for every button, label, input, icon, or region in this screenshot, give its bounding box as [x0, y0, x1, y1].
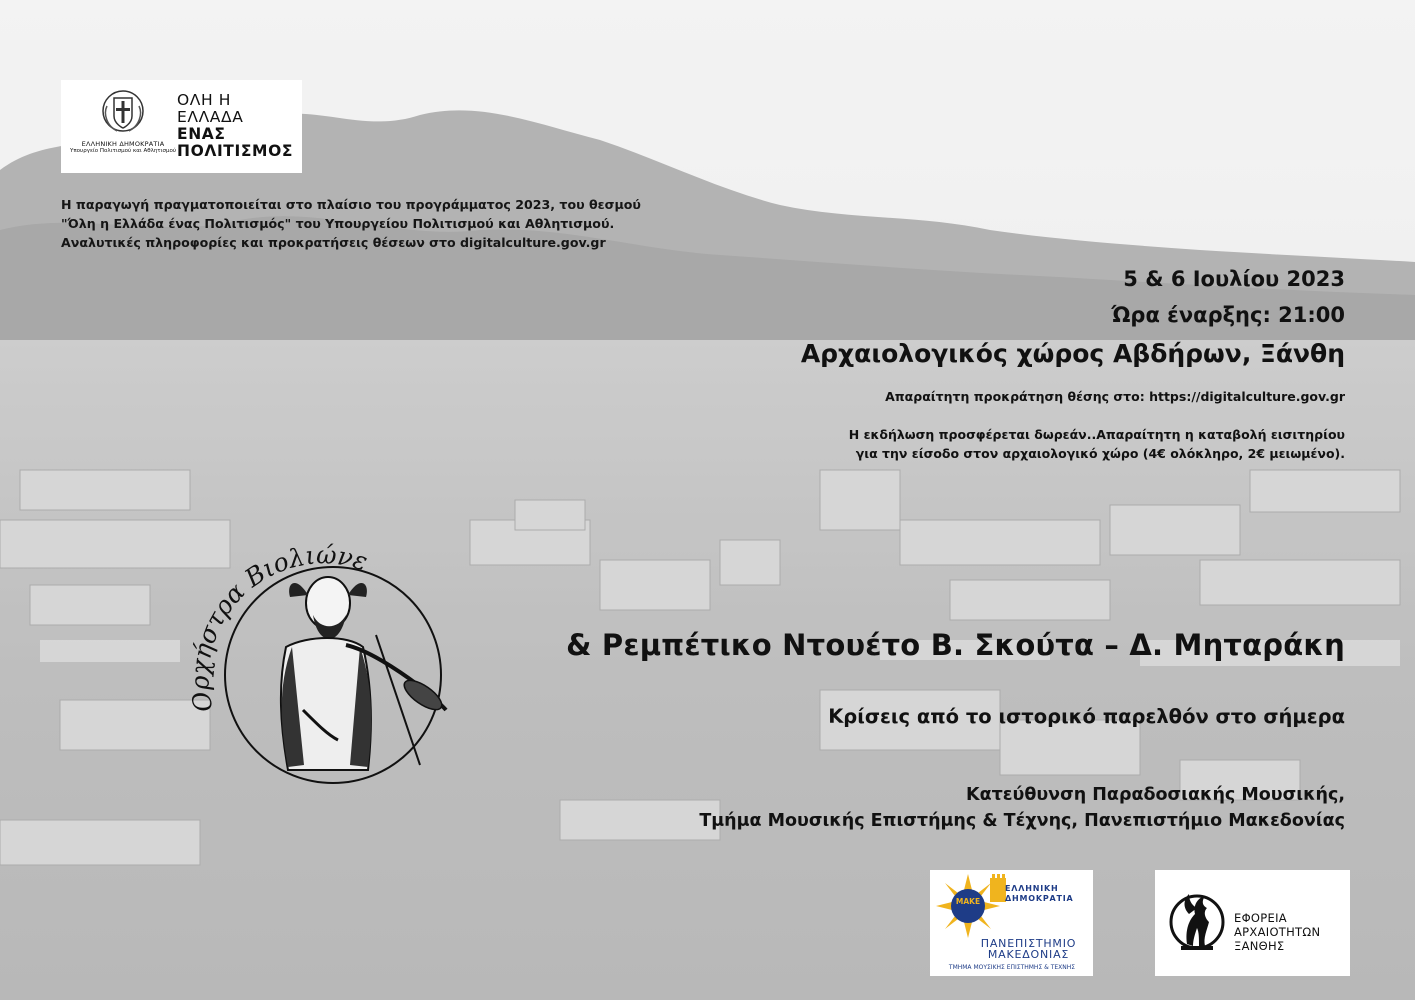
ephorate-of-antiquities-logo [1155, 870, 1350, 976]
admission-note-line: Η εκδήλωση προσφέρεται δωρεάν..Απαραίτητη η καταβολή εισιτηρίου [848, 427, 1345, 442]
ministry-campaign-logo [61, 80, 302, 173]
uom-name-line: ΜΑΚΕΔΟΝΙΑΣ [987, 948, 1070, 961]
affiliation-line: Κατεύθυνση Παραδοσιακής Μουσικής, [966, 785, 1345, 805]
intro-line: "Όλη η Ελλάδα ένας Πολιτισμός" του Υπουργείου Πολιτισμού και Αθλητισμού. [61, 216, 615, 231]
performance-affiliation [699, 782, 1345, 834]
campaign-line-3: ΕΝΑΣ [177, 125, 226, 143]
campaign-line-4: ΠΟΛΙΤΙΣΜΟΣ [177, 142, 294, 160]
event-date: 5 & 6 Ιουλίου 2023 [1123, 267, 1345, 291]
campaign-line-1: ΟΛΗ Η [177, 91, 232, 109]
ephorate-line: ΑΡΧΑΙΟΤΗΤΩΝ [1234, 925, 1321, 939]
campaign-wordmark [177, 92, 293, 160]
intro-line: Η παραγωγή πραγματοποιείται στο πλαίσιο του προγράμματος 2023, του θεσμού [61, 197, 641, 212]
uom-greek-rep-line: ΔΗΜΟΚΡΑΤΙΑ [1005, 894, 1074, 903]
ministry-label: Υπουργείο Πολιτισμού και Αθλητισμού [69, 148, 177, 154]
uom-emblem-letters: ΜΑΚΕ [955, 897, 981, 906]
intro-paragraph [61, 195, 741, 252]
violinist-illustration [281, 577, 446, 770]
uom-university-name [966, 938, 1091, 960]
intro-line: Αναλυτικές πληροφορίες και προκρατήσεις θέσεων στο digitalculture.gov.gr [61, 235, 606, 250]
country-label: ΕΛΛΗΝΙΚΗ ΔΗΜΟΚΡΑΤΙΑ [81, 140, 165, 148]
admission-note-line: για την είσοδο στον αρχαιολογικό χώρο (4€ ολόκληρο, 2€ μειωμένο). [855, 446, 1345, 461]
coat-of-arms-icon [101, 86, 145, 138]
ephorate-line: ΞΑΝΘΗΣ [1234, 939, 1285, 953]
event-venue: Αρχαιολογικός χώρος Αβδήρων, Ξάνθη [800, 339, 1345, 368]
uom-sun-emblem-icon [934, 872, 1012, 942]
performance-title: & Ρεμπέτικο Ντουέτο Β. Σκούτα – Δ. Μηταράκη [566, 628, 1345, 662]
orchestra-name: Ορχήστρα Βιολιώνε [185, 540, 372, 715]
griffin-icon [1169, 884, 1225, 960]
ephorate-line: ΕΦΟΡΕΙΑ [1234, 911, 1287, 925]
reservation-note: Απαραίτητη προκράτηση θέσης στο: https://digitalculture.gov.gr [885, 389, 1345, 404]
uom-name-line: ΠΑΝΕΠΙΣΤΗΜΙΟ [980, 937, 1077, 950]
admission-note [849, 425, 1345, 463]
performance-subtitle: Κρίσεις από το ιστορικό παρελθόν στο σήμερα [828, 705, 1345, 728]
uom-greek-rep-line: ΕΛΛΗΝΙΚΗ [1005, 884, 1059, 893]
campaign-line-2: ΕΛΛΑΔΑ [177, 108, 244, 126]
greek-coat-of-arms-emblem [69, 86, 177, 168]
ephorate-name [1234, 911, 1320, 953]
event-start-time: Ώρα έναρξης: 21:00 [1111, 303, 1345, 327]
orchestra-logo [168, 535, 478, 805]
uom-department: ΤΜΗΜΑ ΜΟΥΣΙΚΗΣ ΕΠΙΣΤΗΜΗΣ & ΤΕΧΝΗΣ [948, 964, 1076, 971]
affiliation-line: Τμήμα Μουσικής Επιστήμης & Τέχνης, Πανεπιστήμιο Μακεδονίας [699, 811, 1345, 831]
uom-greek-republic [1005, 884, 1074, 904]
university-of-macedonia-logo [930, 870, 1093, 976]
